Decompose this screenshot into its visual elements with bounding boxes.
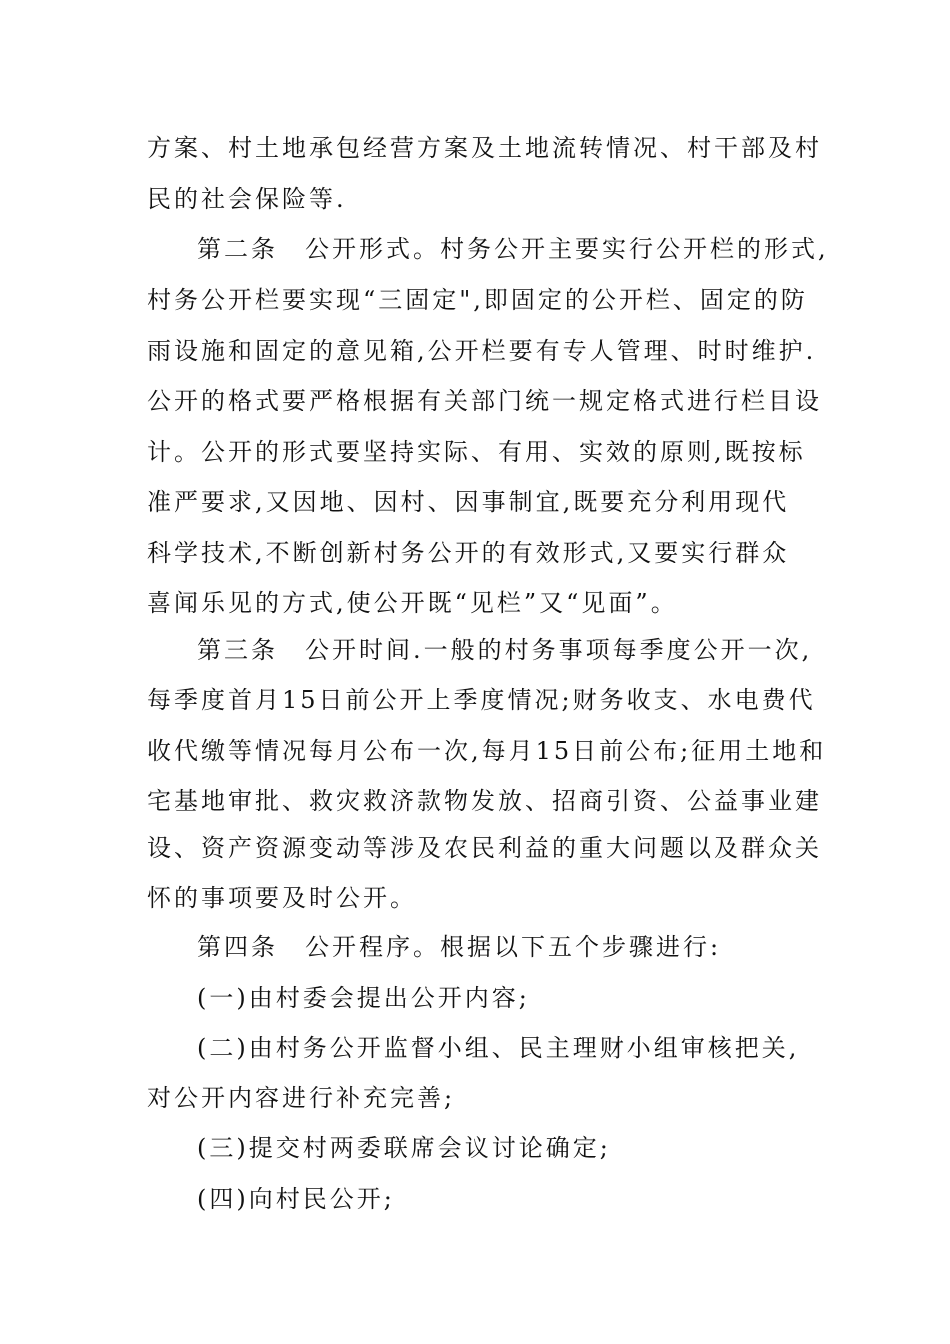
article-3-heading-line: 第三条 公开时间.一般的村务事项每季度公开一次, [197, 636, 813, 664]
article-2-heading-line: 第二条 公开形式。村务公开主要实行公开栏的形式, [197, 235, 829, 263]
text-line: 对公开内容进行补充完善; [147, 1084, 456, 1112]
text-line: 怀的事项要及时公开。 [147, 884, 417, 912]
text-line: 准严要求,又因地、因村、因事制宜,既要充分利用现代 [147, 488, 790, 516]
text-line: 雨设施和固定的意见箱,公开栏要有专人管理、时时维护. [147, 337, 817, 365]
list-item: (三)提交村两委联席会议讨论确定; [197, 1134, 611, 1162]
text-line: 收代缴等情况每月公布一次,每月15日前公布;征用土地和 [147, 737, 827, 765]
text-line: 方案、村土地承包经营方案及土地流转情况、村干部及村 [147, 134, 822, 162]
list-item: (二)由村务公开监督小组、民主理财小组审核把关, [197, 1034, 800, 1062]
text-line: 民的社会保险等. [147, 185, 347, 213]
article-4-heading-line: 第四条 公开程序。根据以下五个步骤进行: [197, 933, 722, 961]
list-item: (四)向村民公开; [197, 1185, 395, 1213]
text-line: 喜闻乐见的方式,使公开既“见栏”又“见面”。 [147, 589, 678, 617]
text-line: 公开的格式要严格根据有关部门统一规定格式进行栏目设 [147, 387, 822, 415]
text-line: 设、资产资源变动等涉及农民利益的重大问题以及群众关 [147, 834, 822, 862]
text-line: 科学技术,不断创新村务公开的有效形式,又要实行群众 [147, 539, 790, 567]
text-line: 每季度首月15日前公开上季度情况;财务收支、水电费代 [147, 686, 816, 714]
list-item: (一)由村委会提出公开内容; [197, 984, 530, 1012]
text-line: 村务公开栏要实现“三固定",即固定的公开栏、固定的防 [147, 286, 808, 314]
text-line: 宅基地审批、救灾救济款物发放、招商引资、公益事业建 [147, 787, 822, 815]
text-line: 计。公开的形式要坚持实际、有用、实效的原则,既按标 [147, 438, 806, 466]
